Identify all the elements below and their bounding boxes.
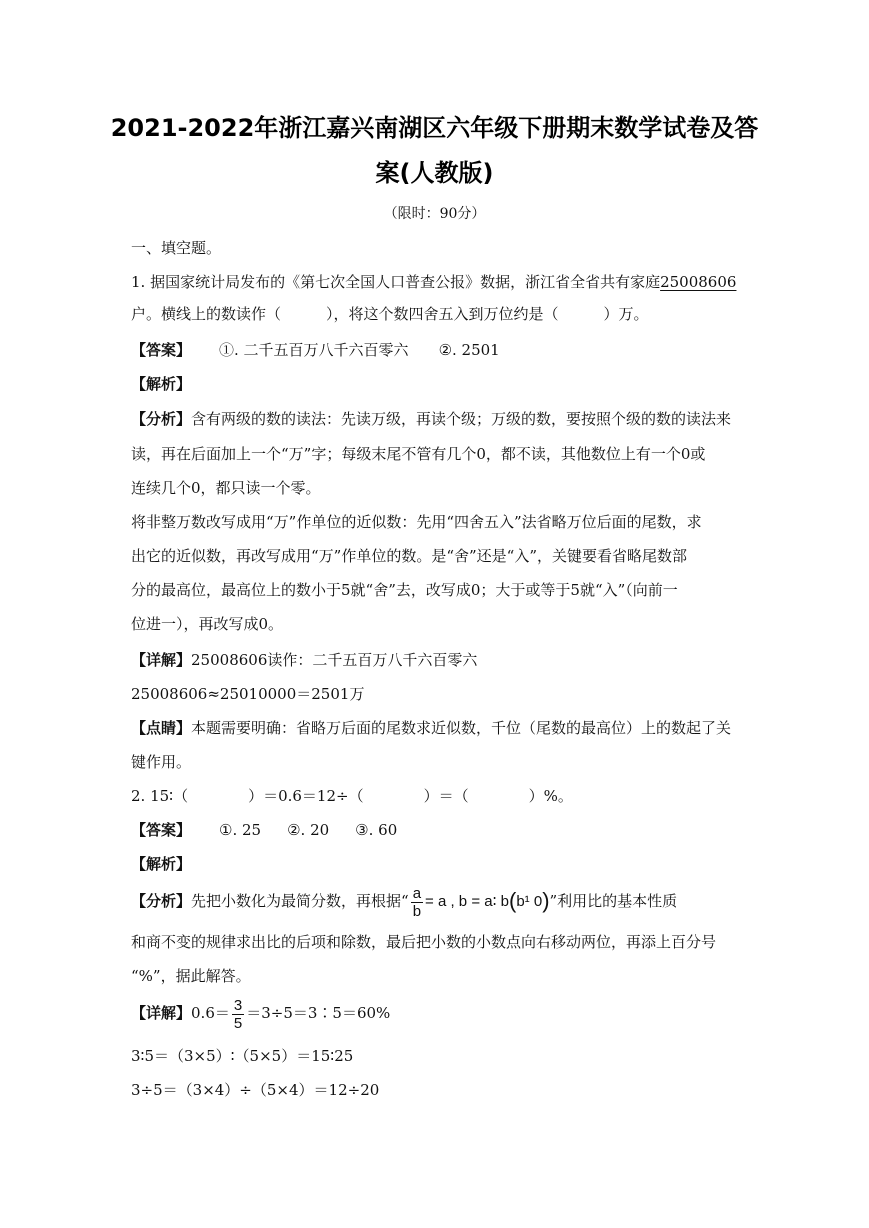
answer-tag: 【答案】 [131,341,192,359]
doc-title-line2: 案(人教版) [375,159,494,187]
answer-tag: 【答案】 [131,821,192,839]
q2-fenxi-post: ”利用比的基本性质 [549,892,678,910]
q1-fenxi-line2: 读，再在后面加上一个“万”字；每级末尾不管有几个0，都不读，其他数位上有一个0或 [131,445,706,463]
formula-rest: = a , b = a∶ b [425,893,509,910]
q1-fenxi-line6: 分的最高位，最高位上的数小于5就“舍”去，改写成0；大于或等于5就“入”（向前一 [131,581,678,599]
q2-fenxi-line1 [131,884,741,920]
q2-answer-3: ③. 60 [355,821,398,839]
ab-fraction [411,885,423,920]
q1-dianjing-line1 [131,718,741,738]
q2-xiangjie-post: ＝3÷5＝3∶5＝60% [246,1004,391,1022]
q1-dianjing-line2: 键作用。 [131,753,192,771]
q2-xiangjie-pre: 0.6＝ [191,1004,230,1022]
fraction-numerator: 3 [233,996,243,1014]
xiangjie-tag: 【详解】 [131,651,192,669]
q1-fenxi-line3: 连续几个0，都只读一个零。 [131,479,321,497]
section-heading: 一、填空题。 [131,239,222,257]
q1-text-line1 [131,272,741,292]
time-limit: （限时：90分） [383,206,486,222]
q1-text-line2: 户。横线上的数读作（ ），将这个数四舍五入到万位约是（ ）万。 [131,305,649,323]
q1-fenxi-line7: 位进一），再改写成0。 [131,615,284,633]
q1-fenxi-line1 [131,409,741,429]
q1-text-a: 1. 据国家统计局发布的《第七次全国人口普查公报》数据，浙江省全省共有家庭 [131,273,661,291]
q1-fenxi-text1: 含有两级的数的读法：先读万级，再读个级；万级的数，要按照个级的数的读法来 [191,410,732,428]
q2-fenxi-line2: 和商不变的规律求出比的后项和除数，最后把小数的小数点向右移动两位，再添上百分号 [131,933,717,951]
q2-division-line: 3÷5＝（3×4）÷（5×4）＝12÷20 [131,1081,380,1099]
dianjing-tag: 【点睛】 [131,719,192,737]
q2-xiangjie-line1 [131,996,741,1032]
q2-fenxi-pre: 先把小数化为最简分数，再根据“ [191,892,409,910]
q1-answer-1: ①. 二千五百万八千六百零六 [219,341,409,359]
q1-xiangjie-text1: 25008606读作：二千五百万八千六百零六 [191,651,478,669]
fraction-denominator: b [412,902,422,920]
doc-title-line1: 2021-2022年浙江嘉兴南湖区六年级下册期末数学试卷及答 [110,114,759,142]
q1-fenxi-line4: 将非整万数改写成用“万”作单位的近似数：先用“四舍五入”法省略万位后面的尾数，求 [131,513,702,531]
q1-fenxi-line5: 出它的近似数，再改写成用“万”作单位的数。是“舍”还是“入”，关键要看省略尾数部 [131,547,688,565]
three-fifths-fraction [232,997,244,1032]
q1-xiangjie-line2: 25008606≈25010000＝2501万 [131,685,365,703]
q2-answer-2: ②. 20 [287,821,330,839]
fenxi-tag: 【分析】 [131,892,192,910]
q2-answer [131,820,741,840]
q1-xiangjie-line1 [131,650,741,670]
xiangjie-tag: 【详解】 [131,1004,192,1022]
fraction-numerator: a [412,884,422,902]
formula-paren-close: ) [542,888,550,913]
q2-ratio-line: 3∶5＝（3×5）∶（5×5）＝15∶25 [131,1047,354,1065]
q2-answer-1: ①. 25 [219,821,262,839]
q1-answer [131,340,741,360]
q1-analysis-tag: 【解析】 [131,375,192,393]
q1-dianjing-text1: 本题需要明确：省略万后面的尾数求近似数，千位（尾数的最高位）上的数起了关 [191,719,732,737]
q1-answer-2: ②. 2501 [438,341,500,359]
q2-question: 2. 15∶（ ）＝0.6＝12÷（ ）＝（ ）%。 [131,787,573,805]
q1-underlined-number: 25008606 [660,273,737,291]
formula-paren-open: ( [509,888,517,913]
fraction-denominator: 5 [233,1014,243,1032]
q2-fenxi-line3: “%”，据此解答。 [131,967,251,985]
fenxi-tag: 【分析】 [131,410,192,428]
formula-inner: b¹ 0 [516,893,543,910]
q2-analysis-tag: 【解析】 [131,855,192,873]
